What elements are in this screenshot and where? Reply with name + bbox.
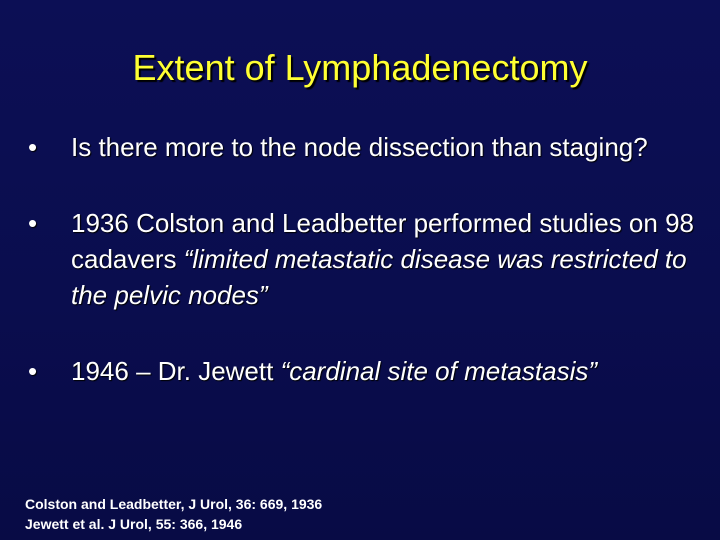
bullet-text: Is there more to the node dissection than staging?	[71, 132, 648, 162]
bullet-item-3	[28, 353, 708, 389]
bullet-text: 1946 – Dr. Jewett	[71, 356, 281, 386]
bullet-dot: •	[28, 356, 38, 386]
bullet-list	[28, 129, 708, 389]
bullet-dot: •	[28, 208, 38, 238]
bullet-item-1	[28, 129, 708, 165]
bullet-quote: “cardinal site of metastasis”	[280, 356, 598, 386]
slide-title: Extent of Lymphadenectomy	[132, 47, 588, 88]
bullet-item-2	[28, 205, 708, 313]
bullet-dot: •	[28, 132, 38, 162]
reference-line-1: Colston and Leadbetter, J Urol, 36: 669, 1936	[25, 496, 323, 512]
reference-line-2: Jewett et al. J Urol, 55: 366, 1946	[25, 516, 243, 532]
bullet-text: 1936 Colston and Leadbetter performed studies on 98 cadavers	[71, 208, 694, 274]
references	[25, 494, 625, 534]
bullet-quote: “limited metastatic disease was restricted to the pelvic nodes”	[71, 244, 687, 310]
